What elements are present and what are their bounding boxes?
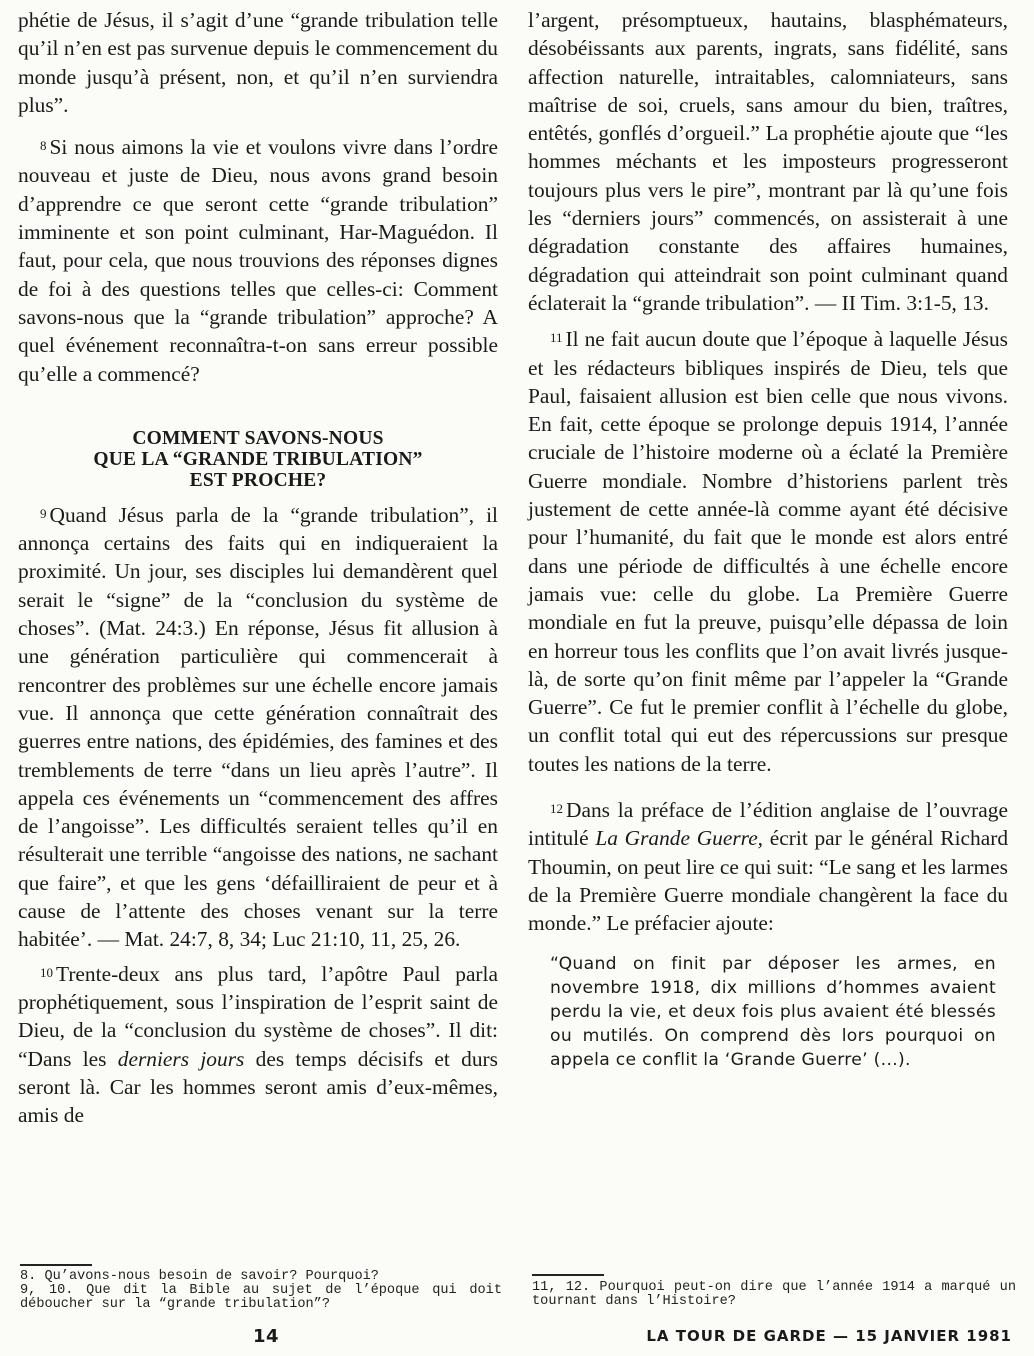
left-column (18, 6, 498, 1129)
paragraph-number: 9 (40, 505, 47, 521)
page-number: 14 (253, 1326, 280, 1347)
footnote-divider-left (20, 1264, 92, 1266)
paragraph-9 (18, 501, 498, 954)
paragraph-10-text-a: Trente-deux ans plus tard, l’apôtre Paul parla prophétiquement, sous l’inspiration de l’esprit saint de Dieu, de la “conclusion du système de choses”. Il dit: “Dans les (18, 961, 498, 1071)
paragraph-9-text: Quand Jésus parla de la “grande tribulation”, il annonça certains des faits qui en indiqueraient la proximité. Un jour, ses disciples lui demandèrent quel serait le “signe” de la “conclusion du système de choses”. (Mat. 24:3.) En réponse, Jésus fit allusion à une génération particulière qui commencerait à rencontrer des problèmes sur une échelle encore jamais vue. Il annonça que cette génération connaîtrait des guerres entre nations, des épidémies, des famines et des tremblements de terre “dans un lieu après l’autre”. Il appela ces événements un “commencement des affres de l’angoisse”. Les difficultés seraient telles qu’il en résulterait une terrible “angoisse des nations, ne sachant que faire”, et que les gens ‘défailliraient de peur et à cause de l’attente des choses venant sur la terre habitée’. — Mat. 24:7, 8, 34; Luc 21:10, 11, 25, 26. (18, 502, 498, 952)
heading-line-3: EST PROCHE? (189, 469, 327, 491)
heading-line-1: COMMENT SAVONS-NOUS (132, 427, 384, 449)
paragraph-8-text: Si nous aimons la vie et voulons vivre dans l’ordre nouveau et juste de Dieu, nous avons grand besoin d’apprendre ce que seront cette “grande tribulation” imminente et son point culminant, Har-Maguédon. Il faut, pour cela, que nous trouvions des réponses dignes de foi à des questions telles que celles-ci: Comment savons-nous que la “grande tribulation” approche? A quel événement reconnaîtra-t-on sans erreur possible qu’elle a commencé? (18, 135, 498, 386)
paragraph-11 (528, 325, 1008, 778)
paragraph-10 (18, 960, 498, 1130)
paragraph-number: 12 (550, 801, 563, 817)
block-quote (550, 952, 996, 1072)
paragraph-number: 11 (550, 330, 563, 346)
paragraph-10-continuation: l’argent, présomptueux, hautains, blasphémateurs, désobéissants aux parents, ingrats, sans fidélité, sans affection naturelle, intraitables, calomniateurs, sans maîtrise de soi, cruels, sans amour du bien, traîtres, entêtés, gonflés d’orgueil.” La prophétie ajoute que “les hommes méchants et les imposteurs progresseront toujours plus vers le pire”, montrant par là qu’une fois les “derniers jours” commencés, on assisterait à une dégradation constante des affaires humaines, dégradation qui atteindrait son point culminant quand éclaterait la “grande tribulation”. — II Tim. 3:1-5, 13. (528, 8, 1008, 315)
footnotes-right (532, 1281, 1016, 1309)
paragraph-10-emphasis: derniers jours (117, 1046, 245, 1071)
paragraph-10-text-b: des temps décisifs et durs seront là. Car les hommes seront amis d’eux-mêmes, amis de (18, 1046, 498, 1128)
running-footer-title: LA TOUR DE GARDE — 15 JANVIER 1981 (646, 1327, 1012, 1345)
paragraph-12-text-a: Dans la préface de l’édition anglaise de l’ouvrage intitulé (528, 798, 1008, 851)
footnotes-left (20, 1270, 502, 1312)
book-title: La Grande Guerre, (595, 826, 764, 851)
paragraph-12 (528, 796, 1008, 937)
paragraph-8 (18, 133, 498, 388)
paragraph-12-text-b: écrit par le général Richard Thoumin, on peut lire ce qui suit: “Le sang et les larmes de la Première Guerre mondiale changèrent la face du monde.” Le préfacier ajoute: (528, 826, 1009, 936)
heading-line-2: QUE LA “GRANDE TRIBULATION” (93, 448, 423, 470)
footnote-questions-9-10: 9, 10. Que dit la Bible au sujet de l’époque qui doit déboucher sur la “grande tribulation”? (20, 1283, 502, 1312)
paragraph-number: 10 (40, 964, 53, 980)
paragraph-7-continuation: phétie de Jésus, il s’agit d’une “grande tribulation telle qu’il n’en est pas survenue depuis le commencement du monde jusqu’à présent, non, et qu’il n’en surviendra plus”. (18, 8, 498, 117)
right-column (528, 6, 1008, 1072)
paragraph-11-text: Il ne fait aucun doute que l’époque à laquelle Jésus et les rédacteurs bibliques inspirés de Dieu, tels que Paul, faisaient allusion est bien celle que nous vivons. En fait, cette époque se prolonge depuis 1914, l’année cruciale de l’histoire moderne où a éclaté la Première Guerre mondiale. Nombre d’historiens parlent très justement de cette année-là comme ayant été décisive pour l’humanité, du fait que le monde est alors entré dans une période de difficultés à une échelle encore jamais vue: celle du globe. La Première Guerre mondiale en fut la preuve, puisqu’elle dépassa de loin en horreur tous les conflits que l’on avait livrés jusque-là, de sorte qu’on finit même par l’appeler la “Grande Guerre”. Ce fut le premier conflit à l’échelle du globe, un conflit total qui eut des répercussions sur presque toutes les nations de la terre. (528, 327, 1008, 776)
footnote-divider-right (532, 1274, 604, 1276)
paragraph-number: 8 (40, 138, 47, 154)
footnote-questions-8: 8. Qu’avons-nous besoin de savoir? Pourquoi? (20, 1269, 379, 1284)
section-heading (18, 428, 498, 491)
block-quote-text: “Quand on finit par déposer les armes, en novembre 1918, dix millions d’hommes avaient perdu la vie, et deux fois plus avaient été blessés ou mutilés. On comprend dès lors pourquoi on appela ce conflit la ‘Grande Guerre’ (...). (550, 953, 996, 1070)
footnote-questions-11-12: 11, 12. Pourquoi peut-on dire que l’année 1914 a marqué un tournant dans l’Histoire? (532, 1280, 1016, 1309)
